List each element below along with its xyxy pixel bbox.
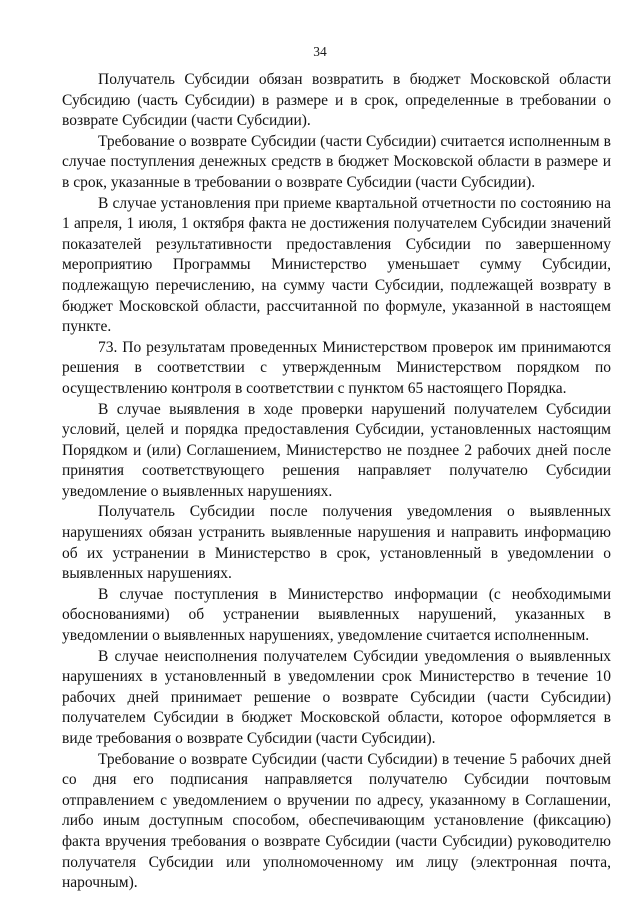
paragraph-item-73: 73. По результатам проведенных Министерством проверок им принимаются решения в соответствии с утвержденным Министерством порядком по осуществлению контроля в соответствии с пунктом 65 настоящего Порядка.	[62, 338, 611, 397]
paragraph-notice-fulfilled: В случае поступления в Министерство информации (с необходимыми обоснованиями) об устранении выявленных нарушений, указанных в уведомлении о выявленных нарушениях, уведомление считается исполненным.	[62, 585, 611, 645]
paragraph-quarterly-reporting: В случае установления при приеме квартальной отчетности по состоянию на 1 апреля, 1 июля, 1 октября факта не достижения получателем Субсидии значений показателей результативности предоставления Субсидии по завершенному мероприятию Программы Министерство уменьшает сумму Субсидии, подлежащую перечислению, на сумму части Субсидии, подлежащей возврату в бюджет Московской области, рассчитанной по формуле, указанной в настоящем пункте.	[62, 194, 611, 336]
paragraph-return-obligation: Получатель Субсидии обязан возвратить в бюджет Московской области Субсидию (часть Субсидии) в размере и в срок, определенные в требовании о возврате Субсидии (части Субсидии).	[62, 71, 611, 130]
page-number: 34	[313, 44, 327, 59]
paragraph-requirement-fulfilled: Требование о возврате Субсидии (части Субсидии) считается исполненным в случае поступления денежных средств в бюджет Московской области в размере и в срок, указанные в требовании о возврате Субсидии (части Субсидии).	[62, 132, 611, 191]
paragraph-recipient-obligation: Получатель Субсидии после получения уведомления о выявленных нарушениях обязан устранить выявленные нарушения и направить информацию об их устранении в Министерство в срок, установленный в уведомлении о выявленных нарушениях.	[62, 503, 611, 583]
paragraph-requirement-delivery: Требование о возврате Субсидии (части Субсидии) в течение 5 рабочих дней со дня его подписания направляется получателю Субсидии почтовым отправлением с уведомлением о вручении по адресу, указанному в Соглашении, либо иным доступным способом, обеспечивающим установление (фиксацию) факта вручения требования о возврате Субсидии (части Субсидии) руководителю получателя Субсидии или уполномоченному им лицу (электронная почта, нарочным).	[62, 750, 611, 892]
paragraph-violations-detected: В случае выявления в ходе проверки нарушений получателем Субсидии условий, целей и порядка предоставления Субсидии, установленных настоящим Порядком и (или) Соглашением, Министерство не позднее 2 рабочих дней после принятия соответствующего решения направляет получателю Субсидии уведомление о выявленных нарушениях.	[62, 400, 611, 500]
paragraph-non-fulfillment: В случае неисполнения получателем Субсидии уведомления о выявленных нарушениях в установленный в уведомлении срок Министерство в течение 10 рабочих дней принимает решение о возврате Субсидии (части Субсидии) получателем Субсидии в бюджет Московской области, которое оформляется в виде требования о возврате Субсидии (части Субсидии).	[62, 647, 611, 747]
document-body	[62, 70, 611, 894]
